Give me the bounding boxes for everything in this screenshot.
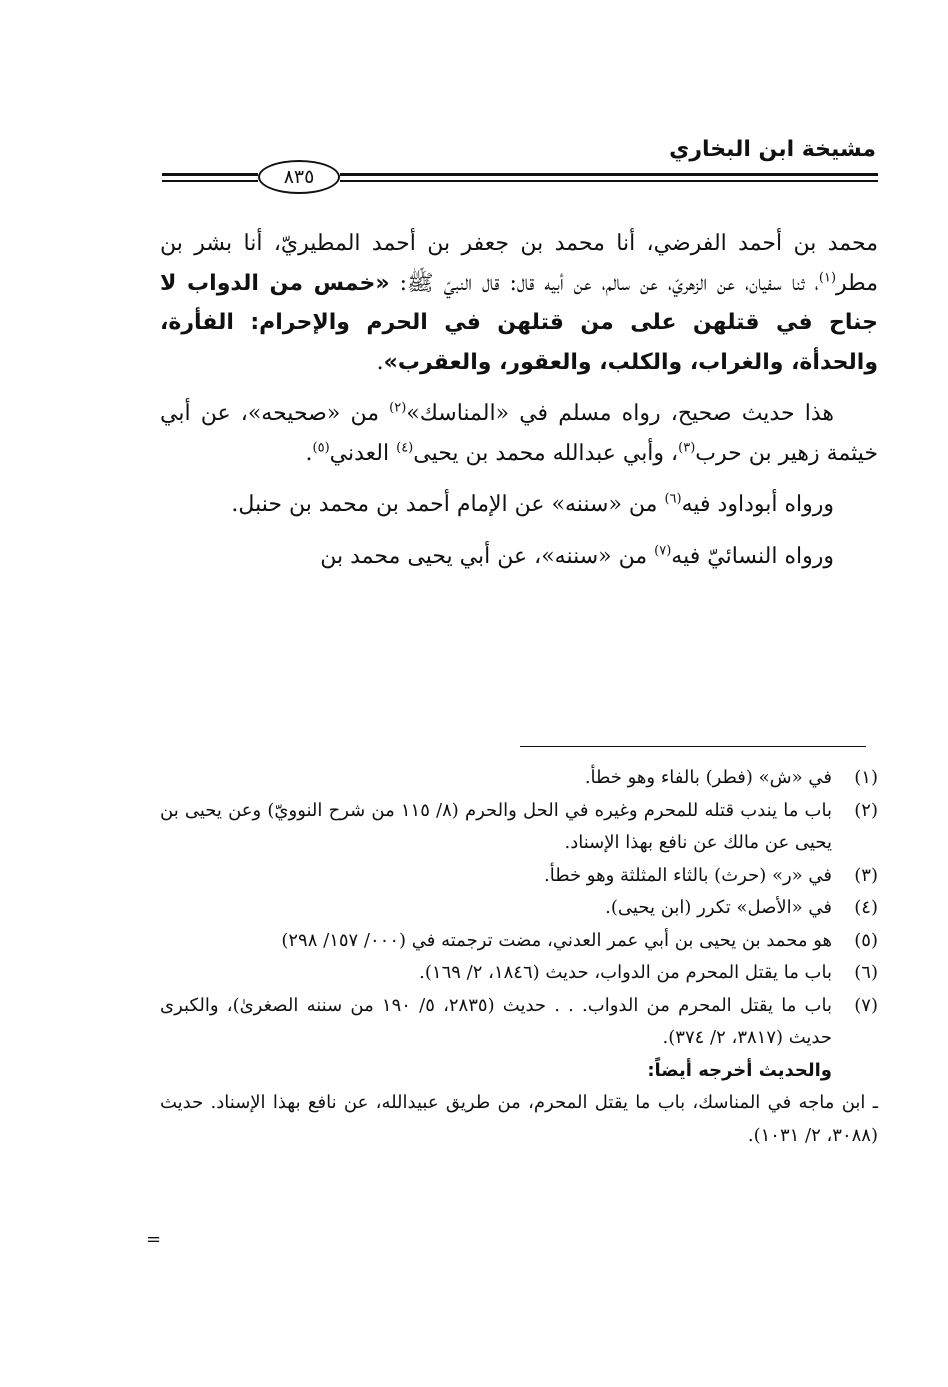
footnote [160,925,878,958]
footnote-text: هو محمد بن يحيى بن أبي عمر العدني، مضت ترجمته في (٠٠٠/ ١٥٧/ ٢٩٨) [281,929,832,951]
footnote-ref: (٣) [678,440,696,456]
text-run: من «صحيحه»، عن أبي خيثمة زهير بن حرب [160,401,878,466]
text-run: . [305,440,313,466]
text-run: محمد بن أحمد الفرضي، أنا محمد بن جعفر بن أحمد المطيريّ، أنا بشر بن مطر [160,231,878,296]
main-text [160,224,878,588]
text-run: ، ثنا سفيان، عن الزهريّ، عن سالم، عن أبيه قال: قال النبيّ ﷺ: [389,270,819,296]
text-run: ورواه أبوداود فيه [681,492,834,517]
footnote [160,762,878,795]
footnote-number: (٢) [854,799,878,821]
text-run: . [376,349,384,375]
text-run: هذا حديث صحيح، رواه مسلم في «المناسك» [406,401,834,426]
footnote-extra-text: ـ ابن ماجه في المناسك، باب ما يقتل المحرم، من طريق عبيدالله، عن نافع بهذا الإسناد. حديث (٣٠٨٨، ٢/ ١٠٣١). [160,1092,878,1146]
footnote-text: في «الأصل» تكرر (ابن يحيى). [605,897,832,918]
footnote-number: (٤) [854,897,878,918]
paragraph [160,485,878,525]
header-rule [340,180,878,182]
footnote-ref: (٤) [396,440,414,456]
text-run: ورواه النسائيّ فيه [671,543,834,569]
paragraph [160,537,878,577]
footnote-text: باب ما يندب قتله للمحرم وغيره في الحل والحرم (٨/ ١١٥ من شرح النوويّ) وعن يحيى بن يحيى عن مالك عن نافع بهذا الإسناد. [160,799,832,853]
footnote-number: (٦) [854,962,878,983]
footnote-number: (٥) [854,929,878,951]
footnote-separator [520,746,866,747]
footnote-text: باب ما يقتل المحرم من الدواب. . . حديث (٢٨٣٥، ٥/ ١٩٠ من سننه الصغرىٰ)، والكبرى حديث (٣٨١٧، ٢/ ٣٧٤). [160,994,832,1048]
footnote [160,957,878,990]
footnote-text: في «ر» (حرث) بالثاء المثلثة وهو خطأ. [543,864,832,886]
hadith-text: «خمس من الدواب لا جناح في قتلهن على من قتلهن في الحرم والإحرام: الفأرة، والحدأة، والغراب، والكلب، والعقور، والعقرب» [160,270,878,375]
footnote-ref: (٥) [312,440,330,456]
footnote [160,795,878,860]
footnote-text: باب ما يقتل المحرم من الدواب، حديث (١٨٤٦، ٢/ ١٦٩). [419,962,832,983]
header-rule [162,180,258,182]
footnote-ref: (٦) [664,491,682,507]
footnote-ref: (٢) [389,400,407,416]
footnote-ref: (٧) [654,543,672,559]
footnote-number: (١) [854,767,878,788]
text-run: من «سننه»، عن أبي يحيى محمد بن [320,543,655,569]
text-run: من «سننه» عن الإمام أحمد بن محمد بن حنبل. [231,492,665,517]
footnote-text: في «ش» (فطر) بالفاء وهو خطأ. [584,767,832,788]
footnote [160,990,878,1055]
header-rule [162,173,258,176]
header-rule [340,173,878,176]
running-header-title: مشيخة ابن البخاري [669,137,876,162]
text-run: العدني [329,440,397,466]
text-run: ، وأبي عبدالله محمد بن يحيى [413,440,679,466]
footnote [160,892,878,925]
footnotes [160,762,878,1152]
page-number: ٨٣٥ [258,160,340,194]
footnote-subheading: والحديث أخرجه أيضاً: [647,1059,832,1081]
footnote [160,860,878,893]
footnote-ref: (١) [818,270,837,286]
continuation-mark: = [146,1229,162,1250]
paragraph [160,224,878,382]
footnote-number: (٧) [854,994,878,1016]
paragraph [160,394,878,473]
footnote-number: (٣) [854,864,878,886]
